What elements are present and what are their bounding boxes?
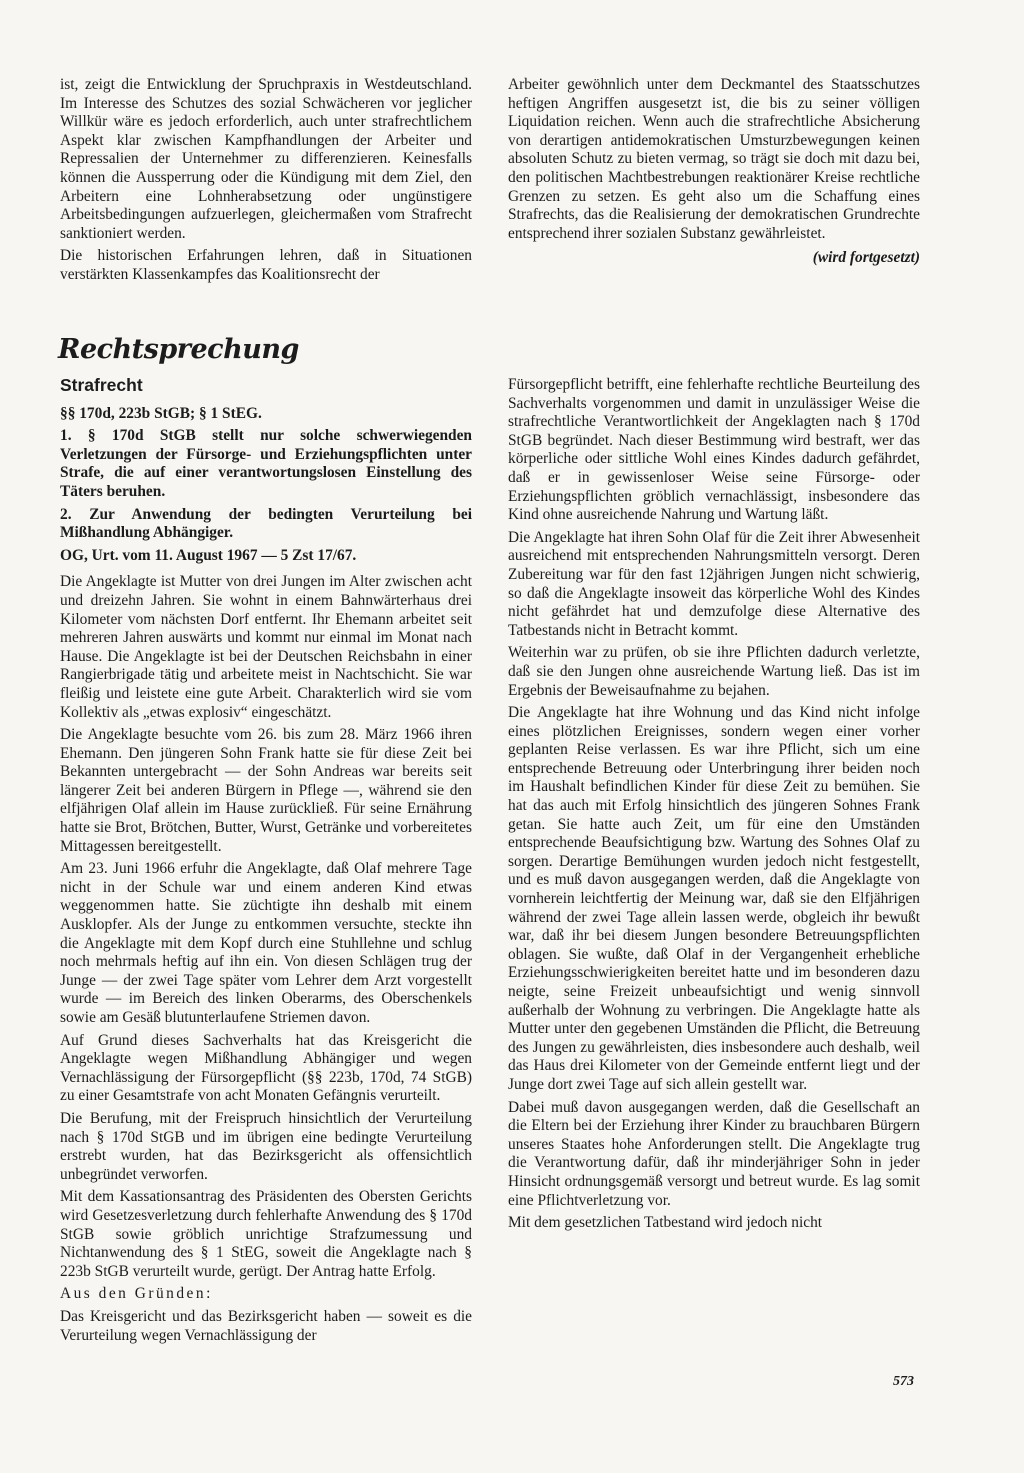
bottom-right-column (508, 376, 920, 1237)
top-left-column (60, 76, 472, 289)
paragraph: Am 23. Juni 1966 erfuhr die Angeklagte, daß Olaf mehrere Tage nicht in der Schule war und einem anderen Kind etwas weggenommen hatte. Sie züchtigte ihn deshalb mit einem Ausklopfer. Als der Junge zu entkommen versuchte, steckte ihn die Angeklagte mit dem Kopf durch eine Stuhllehne und schlug noch mehrmals heftig auf ihn ein. Von diesen Schlägen trug der Junge — der zwei Tage später vom Lehrer dem Arzt vorgestellt wurde — im Bereich des linken Oberarms, des Oberschenkels sowie am Gesäß blutunterlaufene Striemen davon. (60, 860, 472, 1026)
continued-note: (wird fortgesetzt) (812, 249, 920, 267)
paragraph: Die Angeklagte ist Mutter von drei Jungen im Alter zwischen acht und dreizehn Jahren. Sie wohnt in einem Bahnwärterhaus drei Kilometer vom nächsten Dorf entfernt. Ihr Ehemann arbeitet seit mehreren Jahren auswärts und kommt nur einmal im Monat nach Hause. Die Angeklagte ist bei der Deutschen Reichsbahn in einer Rangierbrigade tätig und arbeitete meist in Nachtschicht. Sie war fleißig und leistete eine gute Arbeit. Charakterlich wird sie vom Kollektiv als „etwas explosiv“ eingeschätzt. (60, 573, 472, 721)
top-right-column (508, 76, 920, 272)
subsection-title: Strafrecht (60, 375, 143, 395)
paragraph: Fürsorgepflicht betrifft, eine fehlerhafte rechtliche Beurteilung des Sachverhalts vorgenommen und damit in unzulässiger Weise die strafrechtliche Verantwortlichkeit der Angeklagten nach § 170d StGB begründet. Nach dieser Bestimmung wird bestraft, wer das körperliche oder sittliche Wohl eines Kindes dadurch gefährdet, daß er in gewissenloser Weise seine Fürsorge- oder Erziehungspflichten gröblich vernachlässigt, insbesondere das Kind ohne ausreichende Nahrung und Wartung läßt. (508, 376, 920, 524)
case-norms: §§ 170d, 223b StGB; § 1 StEG. (60, 404, 262, 422)
paragraph: Das Kreisgericht und das Bezirksgericht haben — soweit es die Verurteilung wegen Vernachlässigung der (60, 1307, 472, 1344)
paragraph: Arbeiter gewöhnlich unter dem Deckmantel des Staatsschutzes heftigen Angriffen ausgesetzt ist, die bis zu seiner völligen Liquidation reichen. Wenn auch die strafrechtliche Absicherung von derartigen antidemokratischen Umsturzbewegungen keinen absoluten Schutz zu bieten vermag, so trägt sie doch mit dazu bei, den politischen Machtbestrebungen reaktionärer Kreise rechtliche Grenzen zu setzen. Es geht also um die Schaffung eines Strafrechts, das die Realisierung der demokratischen Grundrechte entsprechend ihrer sozialen Substanz gewährleistet. (508, 76, 920, 242)
paragraph: ist, zeigt die Entwicklung der Spruchpraxis in Westdeutschland. Im Interesse des Schutzes des sozial Schwächeren vor jeglicher Willkür wäre es jedoch erforderlich, auch unter strafrechtlichem Aspekt klar zwischen Kampfhandlungen der Arbeiter und Repressalien der Unternehmer zu differenzieren. Keinesfalls können die Aussperrung oder die Kündigung mit dem Ziel, den Arbeitern eine Lohnherabsetzung oder ungünstigere Arbeitsbedingungen aufzuerlegen, gleichermaßen vom Strafrecht sanktioniert werden. (60, 76, 472, 242)
paragraph: Die Berufung, mit der Freispruch hinsichtlich der Verurteilung nach § 170d StGB und im übrigen eine bedingte Verurteilung erstrebt wurden, hat das Bezirksgericht als offensichtlich unbegründet verworfen. (60, 1109, 472, 1183)
paragraph: Die Angeklagte hat ihren Sohn Olaf für die Zeit ihrer Abwesenheit ausreichend mit entsprechenden Nahrungsmitteln versorgt. Deren Zubereitung war für den fast 12jährigen Jungen nicht schwierig, so daß die Angeklagte insoweit das körperliche Wohl des Kindes nicht gefährdet hat und demzufolge diese Alternative des Tatbestands nicht in Betracht kommt. (508, 528, 920, 639)
paragraph: Mit dem Kassationsantrag des Präsidenten des Obersten Gerichts wird Gesetzesverletzung durch fehlerhafte Anwendung des § 170d StGB sowie gröblich unrichtige Strafzumessung und Nichtanwendung des § 1 StEG, soweit die Angeklagte nach § 223b StGB verurteilt wurde, gerügt. Der Antrag hatte Erfolg. (60, 1188, 472, 1280)
paragraph: Weiterhin war zu prüfen, ob sie ihre Pflichten dadurch verletzte, daß sie den Jungen ohne ausreichende Wartung ließ. Das ist im Ergebnis der Beweisaufnahme zu bejahen. (508, 644, 920, 699)
paragraph: Die Angeklagte besuchte vom 26. bis zum 28. März 1966 ihren Ehemann. Den jüngeren Sohn Frank hatte sie für diese Zeit bei Bekannten untergebracht — der Sohn Andreas war bereits seit längerer Zeit bei anderen Bürgern in Pflege —, während sie den elfjährigen Olaf allein im Hause zurückließ. Für seine Ernährung hatte sie Brot, Brötchen, Butter, Wurst, Getränke und vorbereitetes Mittagessen bereitgestellt. (60, 726, 472, 855)
section-title: Rechtsprechung (58, 334, 299, 365)
bottom-left-column (60, 376, 472, 1349)
paragraph: Die historischen Erfahrungen lehren, daß in Situationen verstärkten Klassenkampfes das Koalitionsrecht der (60, 247, 472, 283)
paragraph: Dabei muß davon ausgegangen werden, daß die Gesellschaft an die Eltern bei der Erziehung ihrer Kinder zu brauchbaren Bürgern unseres Staates hohe Anforderungen stellt. Die Angeklagte trug die Verantwortung dafür, daß ihr minderjähriger Sohn in jeder Hinsicht ordnungsgemäß versorgt und betreut wurde. Es lag somit eine Pflichtverletzung vor. (508, 1098, 920, 1209)
page-number: 573 (893, 1374, 914, 1389)
paragraph: Auf Grund dieses Sachverhalts hat das Kreisgericht die Angeklagte wegen Mißhandlung Abhängiger und wegen Vernachlässigung der Fürsorgepflicht (§§ 223b, 170d, 74 StGB) zu einer Gesamtstrafe von acht Monaten Gefängnis verurteilt. (60, 1031, 472, 1105)
paragraph: Die Angeklagte hat ihre Wohnung und das Kind nicht infolge eines plötzlichen Ereignisses, sondern wegen einer vorher geplanten Reise verlassen. Es war ihre Pflicht, sich um eine entsprechende Betreuung oder Unterbringung ihrer beiden noch im Haushalt befindlichen Kinder für diese Zeit zu bemühen. Sie hat das auch mit Erfolg hinsichtlich des jüngeren Sohnes Frank getan. Sie hatte auch Zeit, um für eine den Umständen entsprechende Beaufsichtigung bzw. Wartung des Sohnes Olaf zu sorgen. Derartige Bemühungen wurden jedoch nicht festgestellt, und es muß davon ausgegangen werden, daß die Angeklagte von vornherein leichtfertig der Meinung war, daß sie den Elfjährigen während der zwei Tage allein lassen werde, obgleich ihr bewußt war, daß ihr bei diesem Jungen besondere Betreuungspflichten oblagen. Sie wußte, daß Olaf in der Vergangenheit erhebliche Erziehungsschwierigkeiten bereitet hatte und im besonderen dazu neigte, seine Freizeit unbeaufsichtigt und wenig sinnvoll außerhalb der Wohnung zu verbringen. Die Angeklagte hatte als Mutter unter den gegebenen Umständen die Pflicht, die Betreuung des Jungen zu gewährleisten, dies insbesondere auch deshalb, weil das Haus drei Kilometer von der Gemeinde entfernt liegt und der Junge dort zwei Tage auf sich allein gestellt war. (508, 704, 920, 1093)
case-citation: OG, Urt. vom 11. August 1967 — 5 Zst 17/67. (60, 546, 357, 564)
paragraph: Mit dem gesetzlichen Tatbestand wird jedoch nicht (508, 1214, 823, 1232)
headnote-1: 1. § 170d StGB stellt nur solche schwerwiegenden Verletzungen der Fürsorge- und Erziehungspflichten unter Strafe, die auf einer verantwortungslosen Einstellung des Täters beruhen. (60, 427, 472, 500)
reasons-heading: Aus den Gründen: (60, 1285, 213, 1303)
headnote-2: 2. Zur Anwendung der bedingten Verurteilung bei Mißhandlung Abhängiger. (60, 505, 472, 542)
